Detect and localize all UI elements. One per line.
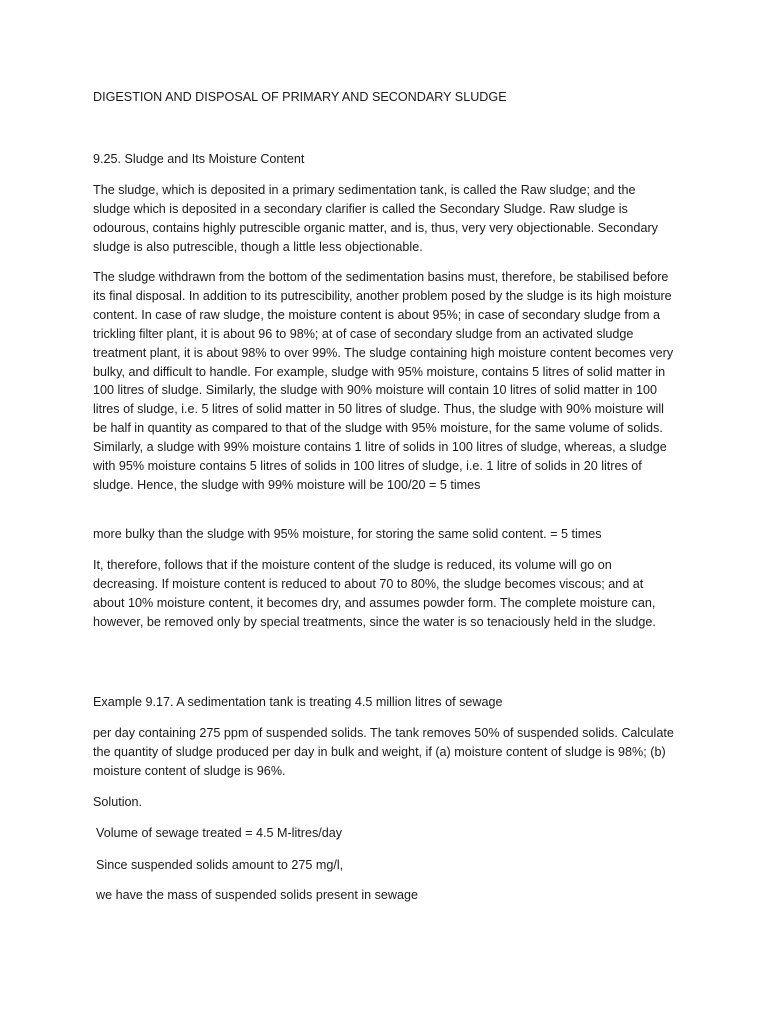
paragraph-moisture-reduction: It, therefore, follows that if the moisture content of the sludge is reduced, its volume will go on decreasing. If moisture content is reduced to about 70 to 80%, the sludge becomes viscous; and at about 10% moisture content, it becomes dry, and assumes powder form. The complete moisture can, however, be removed only by special treatments, since the water is so tenaciously held in the sludge. — [93, 558, 656, 629]
example-statement: per day containing 275 ppm of suspended solids. The tank removes 50% of suspended solids. Calculate the quantity of sludge produced per day in bulk and weight, if (a) moisture content of sludge is 98%; (b) moisture content of sludge is 96%. — [93, 726, 674, 778]
solution-step: Since suspended solids amount to 275 mg/l, — [96, 858, 344, 872]
solution-step: we have the mass of suspended solids present in sewage — [96, 888, 419, 902]
example-heading: Example 9.17. A sedimentation tank is treating 4.5 million litres of sewage — [93, 695, 503, 709]
section-heading: 9.25. Sludge and Its Moisture Content — [93, 152, 305, 166]
paragraph-moisture-content: The sludge withdrawn from the bottom of the sedimentation basins must, therefore, be stabilised before its final disposal. In addition to its putrescibility, another problem posed by the sludge is its high moisture content. In case of raw sludge, the moisture content is about 95%; in case of secondary sludge from a trickling filter plant, it is about 96 to 98%; at of case of secondary sludge from an activated sludge treatment plant, it is about 98% to over 99%. The sludge containing high moisture content becomes very bulky, and difficult to handle. For example, sludge with 95% moisture, contains 5 litres of solid matter in 100 litres of sludge. Similarly, the sludge with 90% moisture will contain 10 litres of solid matter in 100 litres of sludge, i.e. 5 litres of solid matter in 50 litres of sludge. Thus, the sludge with 90% moisture will be half in quantity as compared to that of the sludge with 95% moisture, for the same volume of solids. Similarly, a sludge with 99% moisture contains 1 litre of solids in 100 litres of sludge, whereas, a sludge with 95% moisture contains 5 litres of solids in 100 litres of sludge, i.e. 1 litre of solids in 20 litres of sludge. Hence, the sludge with 99% moisture will be 100/20 = 5 times — [93, 270, 674, 492]
paragraph-bulk-comparison: more bulky than the sludge with 95% moisture, for storing the same solid content. = 5 times — [93, 527, 602, 541]
paragraph-raw-sludge: The sludge, which is deposited in a primary sedimentation tank, is called the Raw sludge; and the sludge which is deposited in a secondary clarifier is called the Secondary Sludge. Raw sludge is odourous, contains highly putrescible organic matter, and is, thus, very very objectionable. Secondary sludge is also putrescible, though a little less objectionable. — [93, 183, 658, 254]
document-title: DIGESTION AND DISPOSAL OF PRIMARY AND SECONDARY SLUDGE — [93, 90, 507, 104]
solution-label: Solution. — [93, 795, 143, 809]
solution-step: Volume of sewage treated = 4.5 M-litres/day — [96, 826, 343, 840]
